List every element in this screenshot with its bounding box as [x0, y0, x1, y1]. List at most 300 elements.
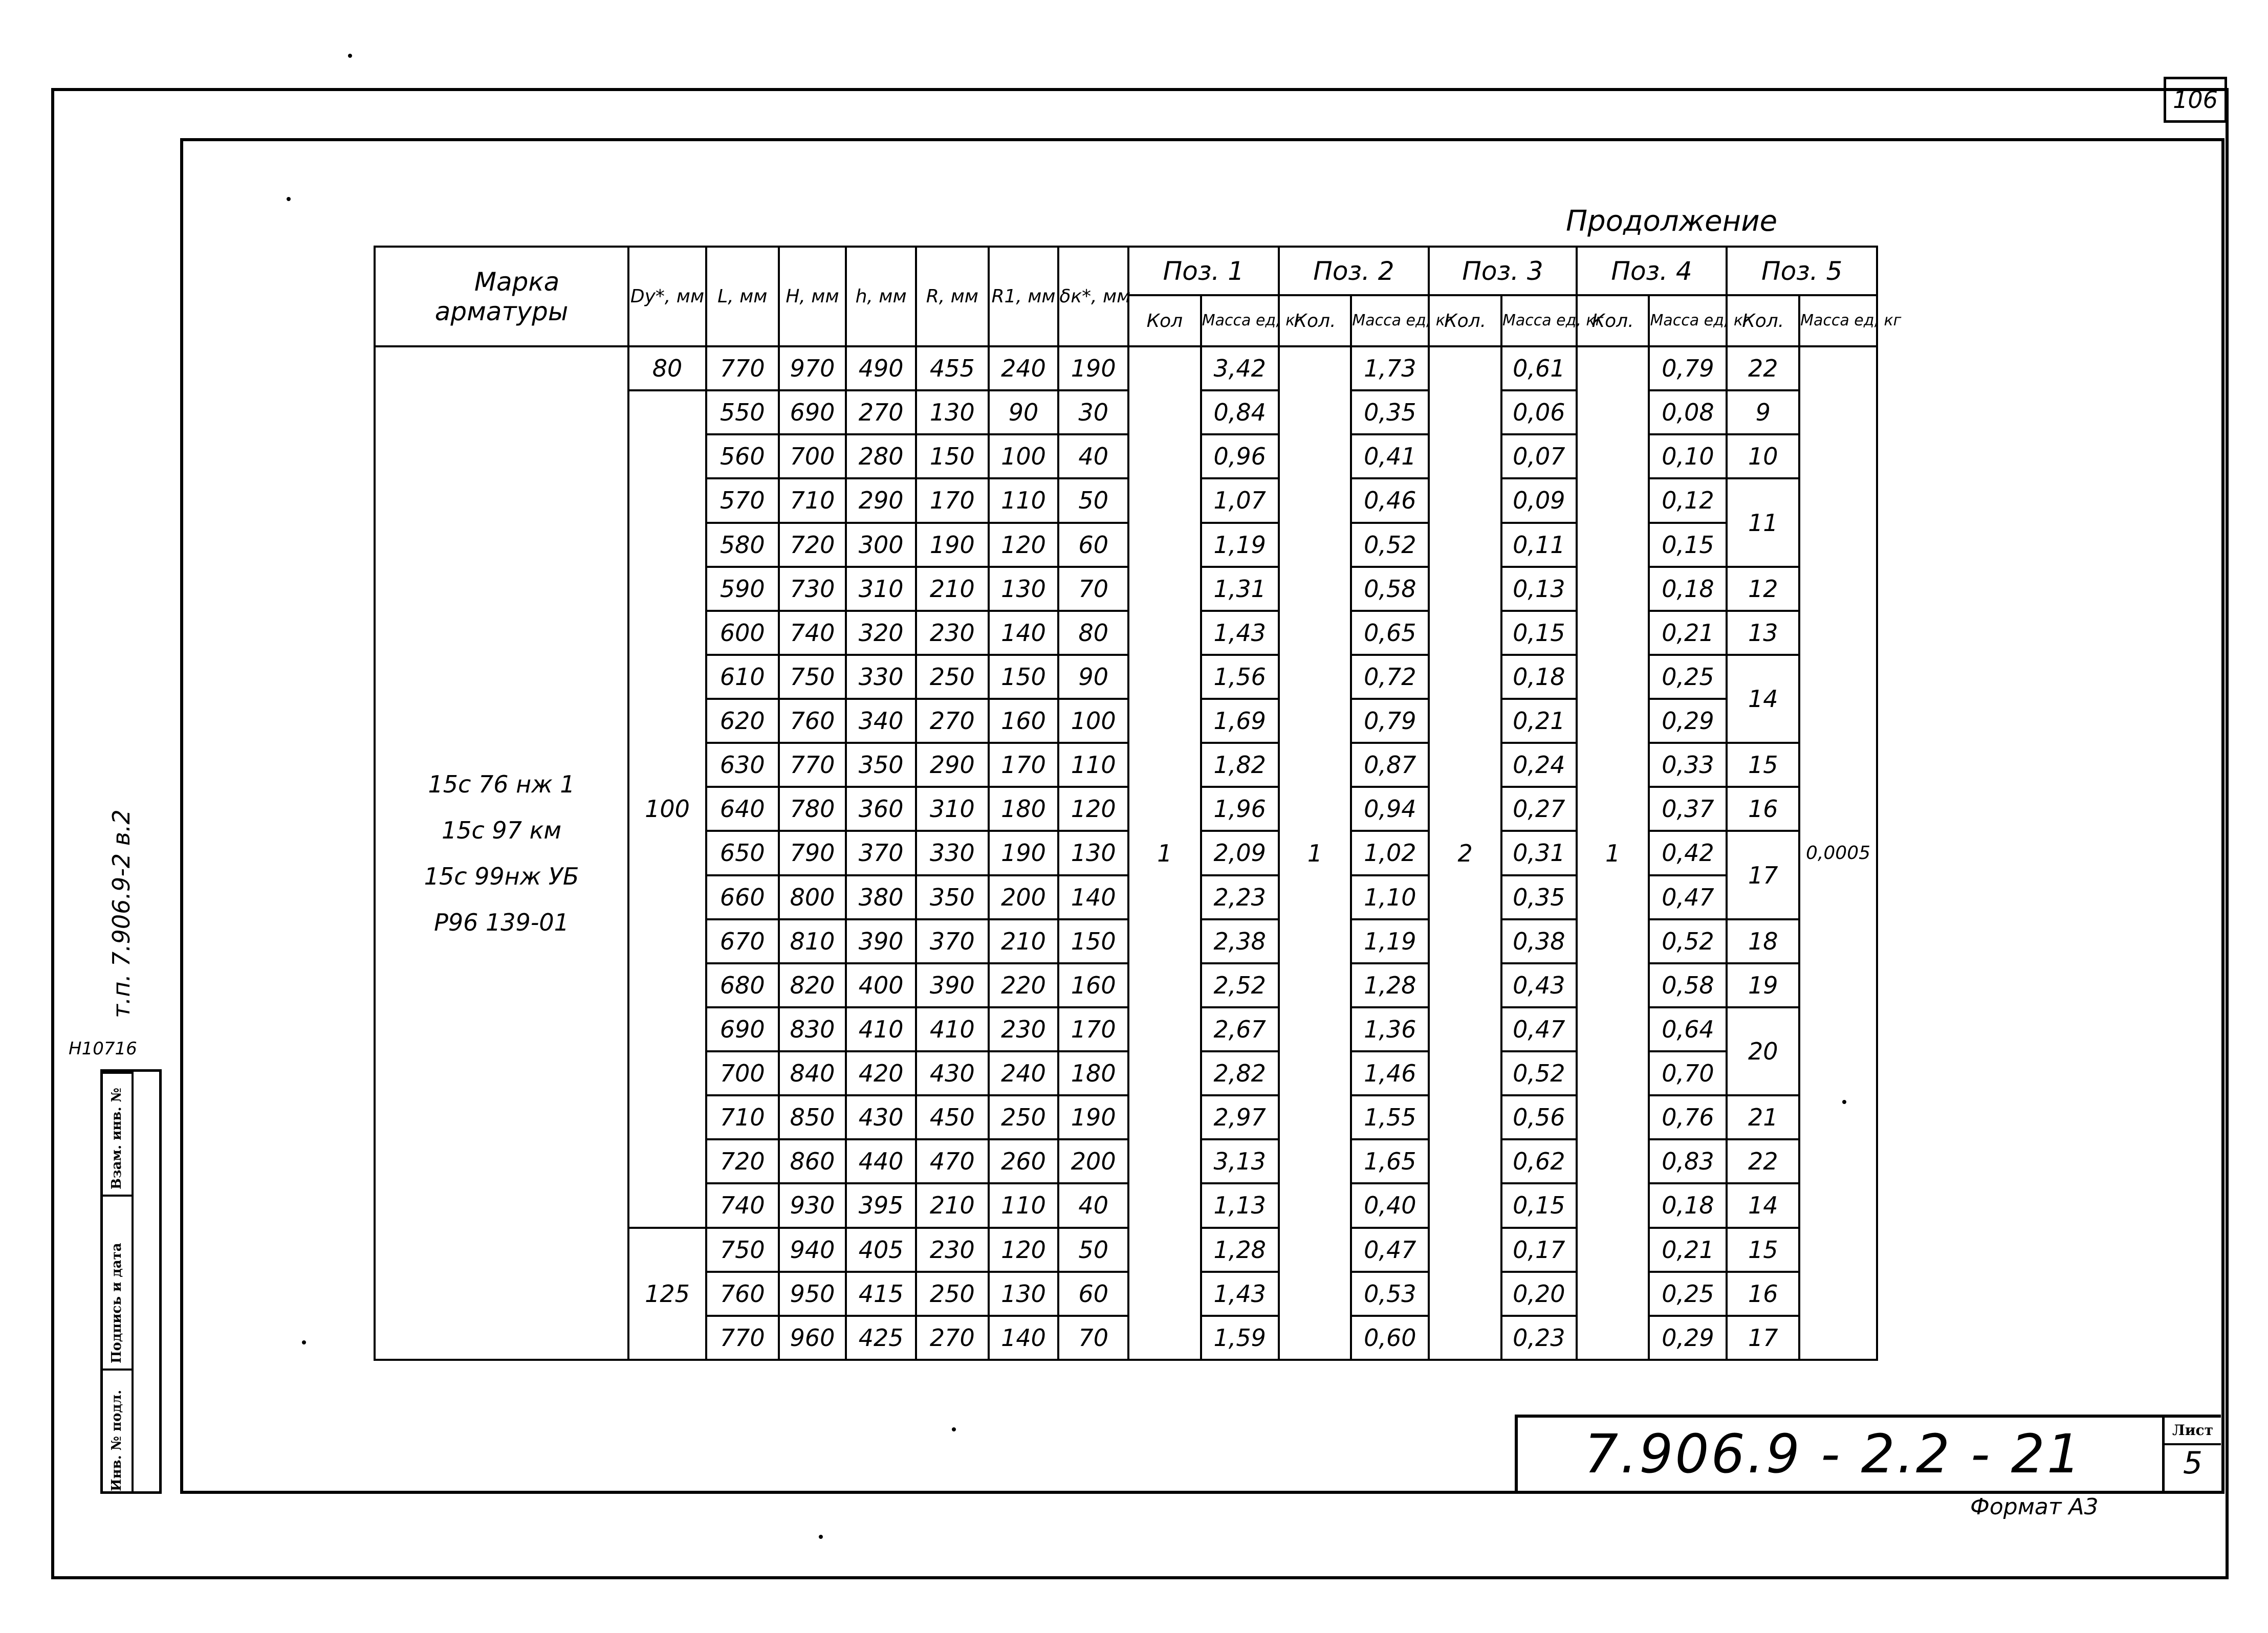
cell-h: 350	[846, 743, 916, 787]
mass-pos3: 0,38	[1501, 919, 1577, 963]
qty-pos5: 22	[1727, 346, 1799, 390]
format-label: Формат А3	[1970, 1494, 2099, 1520]
cell-R: 390	[916, 963, 989, 1007]
cell-h: 490	[846, 346, 916, 390]
mass-pos2: 1,46	[1351, 1051, 1429, 1095]
mass-pos1: 1,28	[1201, 1228, 1279, 1272]
mass-pos2: 1,55	[1351, 1095, 1429, 1139]
qty-pos5: 22	[1727, 1139, 1799, 1183]
mass-pos1: 3,13	[1201, 1139, 1279, 1183]
cell-R: 230	[916, 611, 989, 655]
cell-dk: 200	[1058, 1139, 1128, 1183]
mass-pos2: 0,58	[1351, 567, 1429, 611]
mass-pos2: 0,60	[1351, 1316, 1429, 1360]
header-massa-4: Масса ед, кг	[1649, 295, 1727, 346]
cell-dk: 60	[1058, 523, 1128, 567]
qty-pos5: 15	[1727, 1228, 1799, 1272]
mass-pos3: 0,23	[1501, 1316, 1577, 1360]
cell-L: 770	[706, 346, 779, 390]
cell-L: 710	[706, 1095, 779, 1139]
mass-pos1: 0,96	[1201, 434, 1279, 478]
mass-pos4: 0,15	[1649, 523, 1727, 567]
cell-R: 130	[916, 390, 989, 434]
table-row	[375, 346, 1877, 390]
mass-pos1: 2,23	[1201, 875, 1279, 919]
header-massa-2: Масса ед, кг	[1351, 295, 1429, 346]
cell-dk: 140	[1058, 875, 1128, 919]
mass-pos1: 1,59	[1201, 1316, 1279, 1360]
cell-L: 740	[706, 1183, 779, 1227]
mass-pos3: 0,15	[1501, 611, 1577, 655]
mass-pos2: 0,72	[1351, 655, 1429, 699]
cell-dk: 170	[1058, 1007, 1128, 1051]
mass-pos3: 0,56	[1501, 1095, 1577, 1139]
header-pos2: Поз. 2	[1279, 247, 1429, 295]
qty-pos5: 14	[1727, 655, 1799, 743]
cell-h: 390	[846, 919, 916, 963]
mass-pos3: 0,31	[1501, 831, 1577, 875]
cell-h: 360	[846, 787, 916, 831]
cell-H: 970	[779, 346, 846, 390]
scan-speck	[348, 54, 352, 58]
cell-H: 770	[779, 743, 846, 787]
mass-pos3: 0,61	[1501, 346, 1577, 390]
cell-dk: 180	[1058, 1051, 1128, 1095]
cell-dk: 120	[1058, 787, 1128, 831]
list-number: 5	[2183, 1445, 2203, 1481]
qty-pos4: 1	[1577, 346, 1649, 1360]
cell-R1: 110	[989, 478, 1059, 522]
mass-pos3: 0,07	[1501, 434, 1577, 478]
mass-pos2: 0,94	[1351, 787, 1429, 831]
mass-pos3: 0,43	[1501, 963, 1577, 1007]
mass-pos1: 1,43	[1201, 611, 1279, 655]
stamp-divider	[103, 1195, 132, 1197]
cell-h: 370	[846, 831, 916, 875]
mass-pos4: 0,79	[1649, 346, 1727, 390]
cell-dk: 50	[1058, 478, 1128, 522]
cell-R: 250	[916, 1272, 989, 1316]
cell-L: 680	[706, 963, 779, 1007]
mass-pos2: 0,53	[1351, 1272, 1429, 1316]
mass-pos1: 2,09	[1201, 831, 1279, 875]
cell-R: 250	[916, 655, 989, 699]
cell-H: 710	[779, 478, 846, 522]
list-box	[2162, 1418, 2221, 1494]
table-body	[375, 346, 1877, 1360]
header-massa-3: Масса ед, кг	[1501, 295, 1577, 346]
mass-pos4: 0,21	[1649, 611, 1727, 655]
mass-pos4: 0,12	[1649, 478, 1727, 522]
cell-R1: 130	[989, 1272, 1059, 1316]
cell-h: 395	[846, 1183, 916, 1227]
cell-L: 610	[706, 655, 779, 699]
dy-cell: 125	[628, 1228, 706, 1360]
mass-pos4: 0,25	[1649, 1272, 1727, 1316]
mass-pos1: 2,67	[1201, 1007, 1279, 1051]
qty-pos5: 21	[1727, 1095, 1799, 1139]
mass-pos4: 0,18	[1649, 1183, 1727, 1227]
cell-R1: 230	[989, 1007, 1059, 1051]
mass-pos4: 0,58	[1649, 963, 1727, 1007]
cell-L: 690	[706, 1007, 779, 1051]
cell-R: 330	[916, 831, 989, 875]
mass-pos2: 0,41	[1351, 434, 1429, 478]
cell-dk: 70	[1058, 1316, 1128, 1360]
mass-pos3: 0,20	[1501, 1272, 1577, 1316]
qty-pos5: 16	[1727, 787, 1799, 831]
cell-H: 790	[779, 831, 846, 875]
stamp-label-inv-podl: Инв. № подл.	[109, 1389, 124, 1491]
cell-h: 405	[846, 1228, 916, 1272]
mass-pos3: 0,15	[1501, 1183, 1577, 1227]
side-stamp	[100, 1069, 162, 1494]
stamp-divider	[103, 1369, 132, 1371]
mass-pos2: 1,36	[1351, 1007, 1429, 1051]
cell-L: 570	[706, 478, 779, 522]
mass-pos4: 0,18	[1649, 567, 1727, 611]
cell-dk: 70	[1058, 567, 1128, 611]
cell-R: 150	[916, 434, 989, 478]
specification-table	[374, 246, 1902, 1361]
mass-pos5: 0,0005	[1799, 346, 1877, 1360]
cell-L: 620	[706, 699, 779, 743]
cell-H: 740	[779, 611, 846, 655]
cell-L: 580	[706, 523, 779, 567]
cell-h: 425	[846, 1316, 916, 1360]
cell-H: 690	[779, 390, 846, 434]
mass-pos4: 0,83	[1649, 1139, 1727, 1183]
cell-R1: 200	[989, 875, 1059, 919]
cell-h: 290	[846, 478, 916, 522]
header-h: h, мм	[846, 247, 916, 346]
cell-dk: 60	[1058, 1272, 1128, 1316]
mass-pos1: 1,43	[1201, 1272, 1279, 1316]
cell-R1: 120	[989, 1228, 1059, 1272]
mass-pos1: 2,52	[1201, 963, 1279, 1007]
cell-L: 600	[706, 611, 779, 655]
qty-pos5: 15	[1727, 743, 1799, 787]
mass-pos4: 0,70	[1649, 1051, 1727, 1095]
mass-pos4: 0,25	[1649, 655, 1727, 699]
header-kol-5: Кол.	[1727, 295, 1799, 346]
mass-pos4: 0,29	[1649, 1316, 1727, 1360]
cell-R: 210	[916, 567, 989, 611]
qty-pos5: 18	[1727, 919, 1799, 963]
cell-dk: 30	[1058, 390, 1128, 434]
qty-pos5: 14	[1727, 1183, 1799, 1227]
cell-dk: 190	[1058, 1095, 1128, 1139]
mass-pos2: 1,19	[1351, 919, 1429, 963]
cell-R1: 130	[989, 567, 1059, 611]
stamp-divider	[103, 1072, 132, 1074]
list-label: Лист	[2165, 1418, 2221, 1445]
cell-dk: 130	[1058, 831, 1128, 875]
cell-H: 950	[779, 1272, 846, 1316]
cell-dk: 150	[1058, 919, 1128, 963]
cell-R: 430	[916, 1051, 989, 1095]
cell-R: 210	[916, 1183, 989, 1227]
cell-R1: 140	[989, 611, 1059, 655]
mass-pos3: 0,21	[1501, 699, 1577, 743]
header-marka	[375, 247, 628, 346]
cell-R1: 160	[989, 699, 1059, 743]
cell-dk: 100	[1058, 699, 1128, 743]
header-massa-5: Масса ед, кг	[1799, 295, 1877, 346]
header-pos5: Поз. 5	[1727, 247, 1877, 295]
header-kol-2: Кол.	[1279, 295, 1351, 346]
cell-R1: 120	[989, 523, 1059, 567]
mass-pos1: 0,84	[1201, 390, 1279, 434]
cell-H: 820	[779, 963, 846, 1007]
cell-R1: 180	[989, 787, 1059, 831]
cell-L: 550	[706, 390, 779, 434]
cell-R: 190	[916, 523, 989, 567]
cell-R1: 220	[989, 963, 1059, 1007]
qty-pos2: 1	[1279, 346, 1351, 1360]
mass-pos2: 1,65	[1351, 1139, 1429, 1183]
mass-pos4: 0,52	[1649, 919, 1727, 963]
mass-pos3: 0,62	[1501, 1139, 1577, 1183]
cell-h: 430	[846, 1095, 916, 1139]
cell-R1: 240	[989, 1051, 1059, 1095]
cell-h: 410	[846, 1007, 916, 1051]
cell-h: 280	[846, 434, 916, 478]
mass-pos4: 0,10	[1649, 434, 1727, 478]
cell-R1: 90	[989, 390, 1059, 434]
scan-speck	[819, 1535, 823, 1539]
cell-R1: 100	[989, 434, 1059, 478]
cell-dk: 90	[1058, 655, 1128, 699]
cell-R: 270	[916, 699, 989, 743]
cell-dk: 40	[1058, 1183, 1128, 1227]
header-massa-1: Масса ед, кг	[1201, 295, 1279, 346]
stamp-label-inv-zam: Взам. инв. №	[109, 1088, 124, 1189]
mass-pos3: 0,52	[1501, 1051, 1577, 1095]
cell-L: 660	[706, 875, 779, 919]
mass-pos2: 0,35	[1351, 390, 1429, 434]
header-pos1: Поз. 1	[1128, 247, 1279, 295]
cell-H: 940	[779, 1228, 846, 1272]
cell-H: 810	[779, 919, 846, 963]
stamp-label-podpis: Подпись и дата	[109, 1243, 124, 1363]
marka-line: Р96 139-01	[434, 908, 569, 936]
scan-speck	[302, 1340, 306, 1344]
cell-H: 860	[779, 1139, 846, 1183]
header-dk: δк*, мм	[1058, 247, 1128, 346]
cell-L: 640	[706, 787, 779, 831]
cell-R1: 240	[989, 346, 1059, 390]
mass-pos1: 1,56	[1201, 655, 1279, 699]
cell-h: 310	[846, 567, 916, 611]
mass-pos2: 0,65	[1351, 611, 1429, 655]
cell-dk: 110	[1058, 743, 1128, 787]
mass-pos1: 2,82	[1201, 1051, 1279, 1095]
cell-R: 470	[916, 1139, 989, 1183]
header-R1: R1, мм	[989, 247, 1059, 346]
cell-dk: 190	[1058, 346, 1128, 390]
cell-H: 830	[779, 1007, 846, 1051]
mass-pos2: 0,52	[1351, 523, 1429, 567]
scan-speck	[952, 1427, 956, 1431]
mass-pos1: 1,96	[1201, 787, 1279, 831]
mass-pos3: 0,17	[1501, 1228, 1577, 1272]
header-L: L, мм	[706, 247, 779, 346]
cell-R: 270	[916, 1316, 989, 1360]
mass-pos1: 1,13	[1201, 1183, 1279, 1227]
cell-R: 290	[916, 743, 989, 787]
qty-pos5: 13	[1727, 611, 1799, 655]
qty-pos5: 16	[1727, 1272, 1799, 1316]
mass-pos1: 2,97	[1201, 1095, 1279, 1139]
header-H: H, мм	[779, 247, 846, 346]
qty-pos5: 11	[1727, 478, 1799, 566]
marka-line: 15с 99нж УБ	[424, 862, 579, 890]
mass-pos4: 0,37	[1649, 787, 1727, 831]
margin-inv-code: Н10716	[69, 1039, 137, 1059]
mass-pos3: 0,09	[1501, 478, 1577, 522]
scan-speck	[1842, 1100, 1846, 1104]
cell-L: 720	[706, 1139, 779, 1183]
header-kol-1: Кол	[1128, 295, 1201, 346]
mass-pos2: 1,28	[1351, 963, 1429, 1007]
cell-R: 455	[916, 346, 989, 390]
marka-line: 15с 97 км	[441, 816, 562, 844]
mass-pos2: 0,47	[1351, 1228, 1429, 1272]
cell-H: 850	[779, 1095, 846, 1139]
header-kol-4: Кол.	[1577, 295, 1649, 346]
cell-H: 840	[779, 1051, 846, 1095]
cell-L: 760	[706, 1272, 779, 1316]
mass-pos3: 0,27	[1501, 787, 1577, 831]
header-pos3: Поз. 3	[1429, 247, 1577, 295]
header-marka-line2: арматуры	[434, 296, 569, 326]
cell-H: 750	[779, 655, 846, 699]
dy-cell: 80	[628, 346, 706, 390]
mass-pos1: 1,69	[1201, 699, 1279, 743]
cell-h: 380	[846, 875, 916, 919]
mass-pos1: 1,19	[1201, 523, 1279, 567]
qty-pos3: 2	[1429, 346, 1501, 1360]
cell-L: 630	[706, 743, 779, 787]
margin-doc-ref: т.п. 7.906.9-2 в.2	[107, 809, 135, 1018]
qty-pos5: 20	[1727, 1007, 1799, 1095]
cell-H: 720	[779, 523, 846, 567]
mass-pos4: 0,47	[1649, 875, 1727, 919]
cell-H: 730	[779, 567, 846, 611]
cell-R: 230	[916, 1228, 989, 1272]
cell-L: 650	[706, 831, 779, 875]
cell-H: 700	[779, 434, 846, 478]
mass-pos3: 0,24	[1501, 743, 1577, 787]
sheet-top-number: 106	[2164, 77, 2227, 123]
cell-L: 770	[706, 1316, 779, 1360]
cell-h: 330	[846, 655, 916, 699]
cell-h: 415	[846, 1272, 916, 1316]
dy-cell: 100	[628, 390, 706, 1227]
mass-pos2: 1,02	[1351, 831, 1429, 875]
cell-R: 350	[916, 875, 989, 919]
cell-H: 760	[779, 699, 846, 743]
header-dy: Dy*, мм	[628, 247, 706, 346]
qty-pos5: 17	[1727, 1316, 1799, 1360]
mass-pos2: 0,46	[1351, 478, 1429, 522]
cell-R: 410	[916, 1007, 989, 1051]
header-kol-3: Кол.	[1429, 295, 1501, 346]
header-marka-line1: Марка	[474, 267, 560, 297]
qty-pos5: 17	[1727, 831, 1799, 919]
qty-pos5: 10	[1727, 434, 1799, 478]
cell-R1: 170	[989, 743, 1059, 787]
mass-pos3: 0,06	[1501, 390, 1577, 434]
cell-R1: 260	[989, 1139, 1059, 1183]
cell-L: 590	[706, 567, 779, 611]
cell-dk: 160	[1058, 963, 1128, 1007]
cell-R1: 190	[989, 831, 1059, 875]
cell-L: 560	[706, 434, 779, 478]
cell-R1: 110	[989, 1183, 1059, 1227]
qty-pos5: 19	[1727, 963, 1799, 1007]
mass-pos2: 0,87	[1351, 743, 1429, 787]
mass-pos4: 0,33	[1649, 743, 1727, 787]
mass-pos4: 0,76	[1649, 1095, 1727, 1139]
marka-line: 15с 76 нж 1	[428, 770, 575, 798]
marka-cell	[375, 346, 628, 1360]
header-pos4: Поз. 4	[1577, 247, 1727, 295]
cell-L: 750	[706, 1228, 779, 1272]
mass-pos3: 0,18	[1501, 655, 1577, 699]
mass-pos2: 0,40	[1351, 1183, 1429, 1227]
cell-dk: 50	[1058, 1228, 1128, 1272]
header-R: R, мм	[916, 247, 989, 346]
cell-h: 320	[846, 611, 916, 655]
cell-H: 780	[779, 787, 846, 831]
mass-pos1: 1,31	[1201, 567, 1279, 611]
cell-R: 450	[916, 1095, 989, 1139]
mass-pos3: 0,35	[1501, 875, 1577, 919]
cell-h: 400	[846, 963, 916, 1007]
mass-pos2: 1,10	[1351, 875, 1429, 919]
mass-pos3: 0,11	[1501, 523, 1577, 567]
cell-dk: 80	[1058, 611, 1128, 655]
cell-h: 270	[846, 390, 916, 434]
mass-pos4: 0,42	[1649, 831, 1727, 875]
mass-pos1: 1,07	[1201, 478, 1279, 522]
mass-pos4: 0,21	[1649, 1228, 1727, 1272]
cell-H: 800	[779, 875, 846, 919]
qty-pos5: 9	[1727, 390, 1799, 434]
mass-pos4: 0,64	[1649, 1007, 1727, 1051]
cell-L: 700	[706, 1051, 779, 1095]
mass-pos1: 3,42	[1201, 346, 1279, 390]
cell-R: 310	[916, 787, 989, 831]
cell-dk: 40	[1058, 434, 1128, 478]
mass-pos4: 0,29	[1649, 699, 1727, 743]
mass-pos1: 2,38	[1201, 919, 1279, 963]
mass-pos3: 0,13	[1501, 567, 1577, 611]
cell-H: 960	[779, 1316, 846, 1360]
cell-L: 670	[706, 919, 779, 963]
mass-pos1: 1,82	[1201, 743, 1279, 787]
mass-pos4: 0,08	[1649, 390, 1727, 434]
cell-h: 420	[846, 1051, 916, 1095]
cell-R: 170	[916, 478, 989, 522]
cell-R1: 150	[989, 655, 1059, 699]
scan-speck	[287, 197, 291, 201]
cell-h: 440	[846, 1139, 916, 1183]
cell-R1: 210	[989, 919, 1059, 963]
mass-pos3: 0,47	[1501, 1007, 1577, 1051]
